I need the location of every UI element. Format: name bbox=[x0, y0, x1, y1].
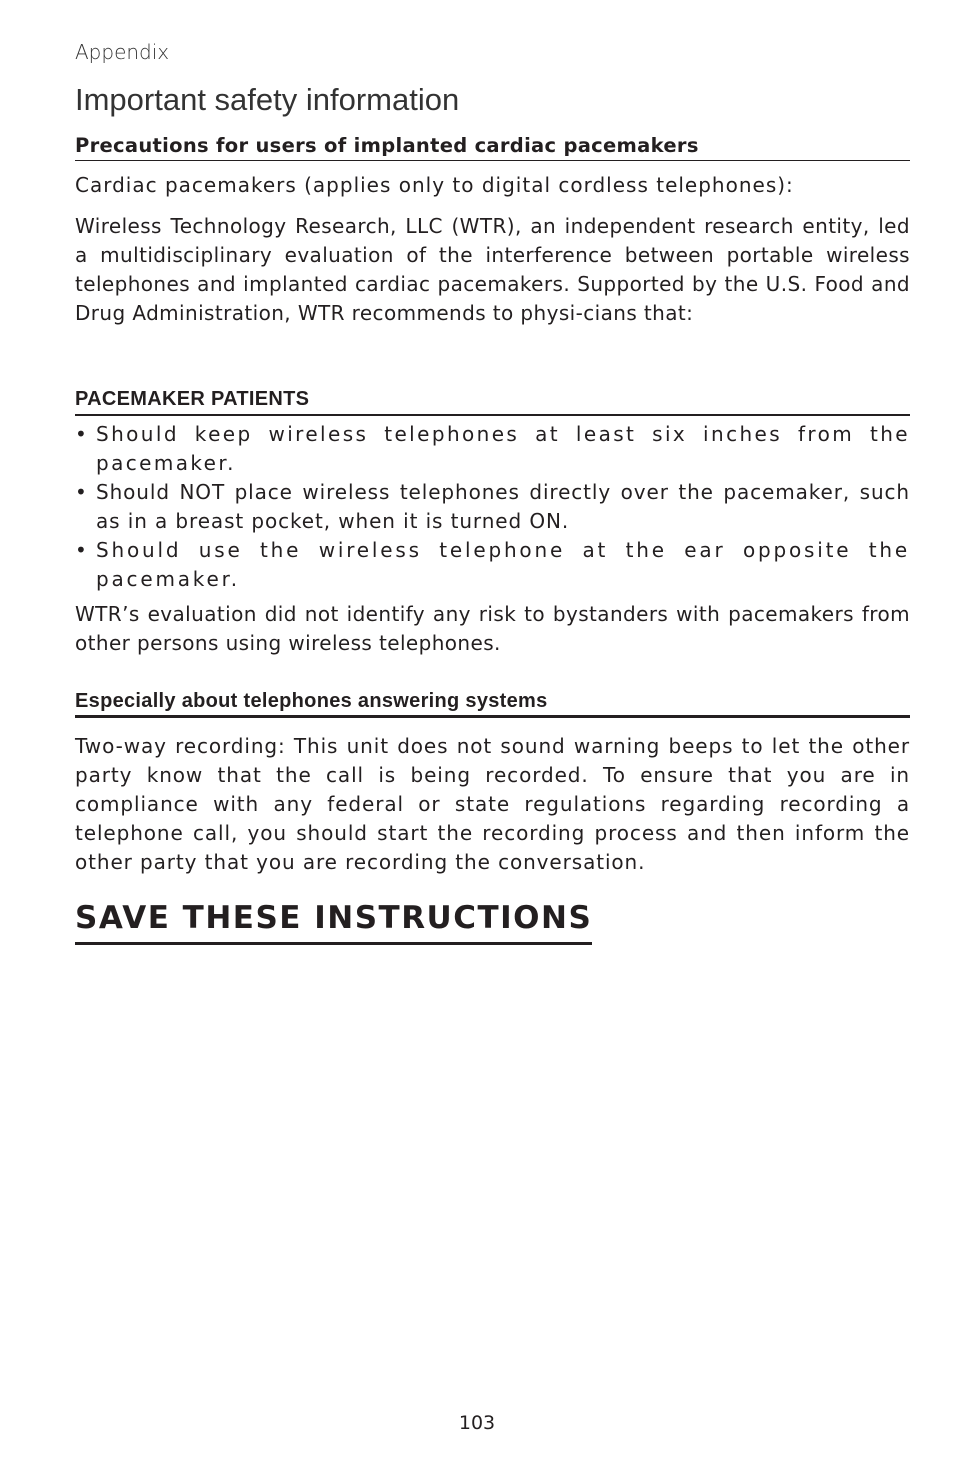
bullet-icon: • bbox=[75, 480, 88, 504]
precautions-body: Wireless Technology Research, LLC (WTR), an independent research entity, led a multidisciplinary evaluation of the interference between portable wireless telephones and implanted cardiac pacemakers. Supported by the U.S. Food and Drug Administration, WTR recommends to physi-cians that: bbox=[75, 214, 910, 325]
patients-section bbox=[75, 388, 910, 658]
patients-list bbox=[75, 420, 910, 594]
bullet-icon: • bbox=[75, 422, 88, 446]
patients-note: WTR’s evaluation did not identify any risk to bystanders with pacemakers from other persons using wireless telephones. bbox=[75, 602, 910, 655]
list-item bbox=[75, 536, 910, 594]
page-number: 103 bbox=[458, 1412, 496, 1434]
page-title: Important safety information bbox=[75, 82, 460, 117]
section-label: Appendix bbox=[75, 40, 170, 64]
list-item bbox=[75, 420, 910, 478]
save-instructions-heading: SAVE THESE INSTRUCTIONS bbox=[75, 900, 592, 945]
precautions-intro: Cardiac pacemakers (applies only to digital cordless telephones): bbox=[75, 173, 794, 197]
patients-heading: PACEMAKER PATIENTS bbox=[75, 388, 910, 416]
answering-section bbox=[75, 690, 910, 877]
answering-heading: Especially about telephones answering systems bbox=[75, 690, 910, 718]
answering-body: Two-way recording: This unit does not sound warning beeps to let the other party know that the call is being recorded. To ensure that you are in compliance with any federal or state regulations regarding recording a telephone call, you should start the recording process and then inform the other party that you are recording the conversation. bbox=[75, 734, 910, 874]
list-item-text: Should use the wireless telephone at the ear opposite the pacemaker. bbox=[96, 538, 910, 591]
list-item bbox=[75, 478, 910, 536]
precautions-section bbox=[75, 134, 910, 328]
list-item-text: Should NOT place wireless telephones directly over the pacemaker, such as in a breast pocket, when it is turned ON. bbox=[96, 480, 910, 533]
bullet-icon: • bbox=[75, 538, 88, 562]
list-item-text: Should keep wireless telephones at least six inches from the pacemaker. bbox=[96, 422, 910, 475]
precautions-heading: Precautions for users of implanted cardiac pacemakers bbox=[75, 134, 910, 161]
